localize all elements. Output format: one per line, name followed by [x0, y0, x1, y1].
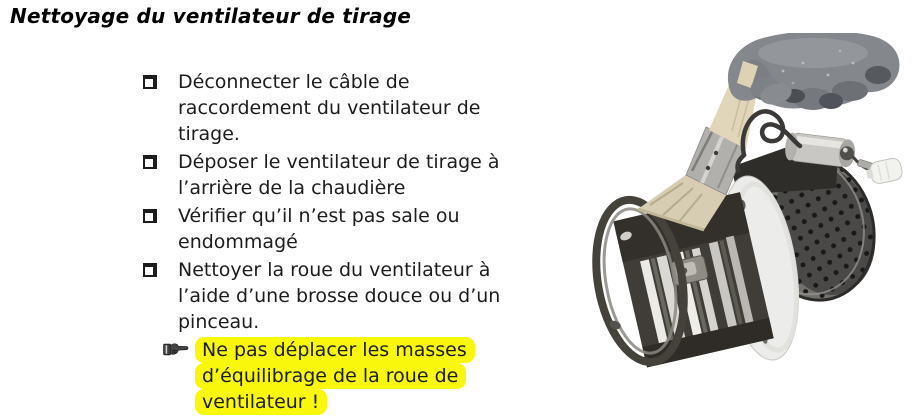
checklist-item — [143, 149, 583, 201]
checklist-item-text — [178, 257, 500, 335]
text-line: raccordement du ventilateur de — [178, 97, 481, 119]
highlighted-line: ventilateur ! — [195, 389, 327, 415]
checklist-item — [143, 203, 583, 255]
fan-photo-illustration — [588, 33, 921, 418]
page-title: Nettoyage du ventilateur de tirage — [10, 4, 412, 28]
text-line: Nettoyer la roue du ventilateur à — [178, 259, 491, 281]
checkbox-icon — [143, 263, 157, 277]
checklist-item-text — [178, 69, 480, 147]
checklist-item — [143, 69, 583, 147]
highlighted-line: Ne pas déplacer les masses — [195, 337, 475, 363]
text-line: tirage. — [178, 123, 240, 145]
text-line: l’arrière de la chaudière — [178, 177, 406, 199]
checklist — [143, 69, 583, 415]
fan-photo — [588, 33, 921, 418]
text-line: pinceau. — [178, 311, 260, 333]
checklist-item-text — [178, 149, 500, 201]
pointing-hand-icon — [163, 341, 189, 358]
checkbox-icon — [143, 75, 157, 89]
checkbox-icon — [143, 209, 157, 223]
cable-connector — [865, 157, 904, 186]
warning-note — [163, 337, 583, 415]
text-line: Vérifier qu’il n’est pas sale ou — [178, 205, 460, 227]
checklist-item — [143, 257, 583, 335]
text-line: Déconnecter le câble de — [178, 71, 410, 93]
text-line: endommagé — [178, 231, 298, 253]
checklist-item-text — [178, 203, 460, 255]
warning-note-text — [195, 337, 475, 415]
checkbox-icon — [143, 155, 157, 169]
text-line: l’aide d’une brosse douce ou d’un — [178, 285, 501, 307]
text-line: Déposer le ventilateur de tirage à — [178, 151, 500, 173]
highlighted-line: d’équilibrage de la roue de — [195, 363, 466, 389]
